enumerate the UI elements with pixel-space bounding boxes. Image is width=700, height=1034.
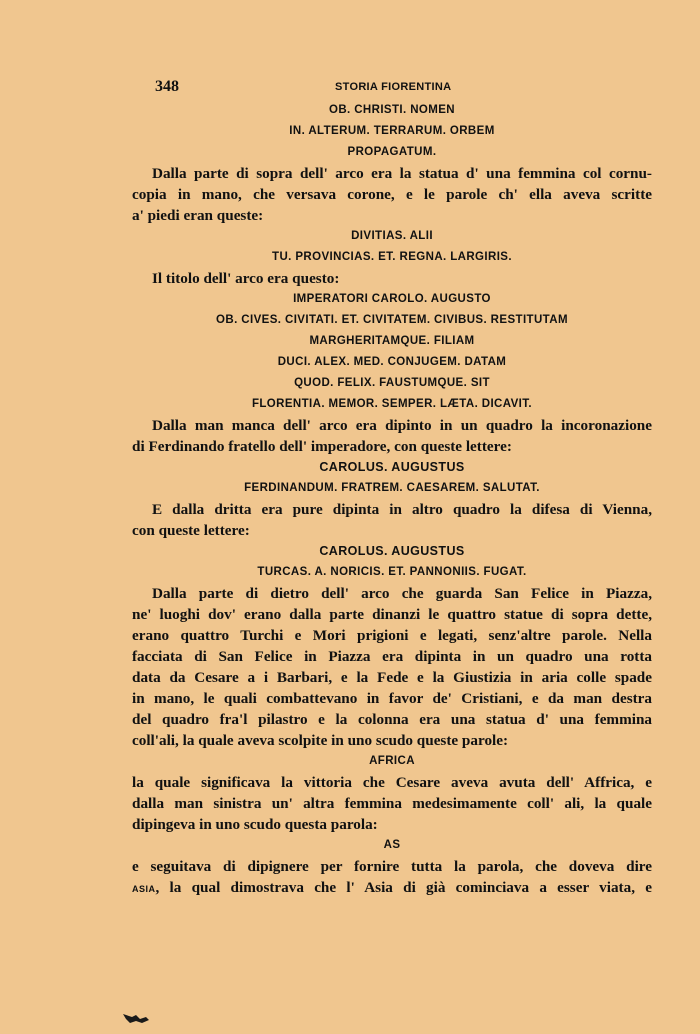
inscription-line: DIVITIAS. ALII: [351, 230, 433, 242]
text-line: dipingeva in uno scudo questa parola:: [132, 816, 378, 833]
inscription-line: CAROLUS. AUGUSTUS: [319, 544, 465, 558]
inscription-line: AFRICA: [369, 755, 415, 767]
text-line: Dalla parte di dietro dell' arco che guarda San Felice in Piazza,: [152, 585, 652, 602]
text-line: facciata di San Felice in Piazza era dipinta in un quadro una rotta: [132, 648, 652, 665]
inscription-line: PROPAGATUM.: [347, 146, 437, 158]
inscription-line: AS: [383, 839, 401, 851]
inscription-line: OB. CIVES. CIVITATI. ET. CIVITATEM. CIVIBUS. RESTITUTAM: [216, 314, 568, 326]
text-line: Dalla man manca dell' arco era dipinto in un quadro la incoronazione: [152, 417, 652, 434]
inscription-line: TURCAS. A. NORICIS. ET. PANNONIIS. FUGAT.: [257, 566, 527, 578]
text-line: e seguitava di dipignere per fornire tutta la parola, che doveva dire: [132, 858, 652, 875]
inscription-line: DUCI. ALEX. MED. CONJUGEM. DATAM: [277, 356, 507, 368]
text-line: con queste lettere:: [132, 522, 250, 539]
ink-mark-icon: [122, 1011, 150, 1025]
text-line: la quale significava la vittoria che Cesare aveva avuta dell' Affrica, e: [132, 774, 652, 791]
inscription-line: MARGHERITAMQUE. FILIAM: [309, 335, 475, 347]
small-caps-word: ASIA: [132, 884, 156, 894]
inscription-line: FERDINANDUM. FRATREM. CAESAREM. SALUTAT.: [244, 482, 540, 494]
text-line: ne' luoghi dov' erano dalla parte dinanzi le quattro statue di sopra dette,: [132, 606, 652, 623]
inscription-line: CAROLUS. AUGUSTUS: [319, 460, 465, 474]
text-line: [132, 877, 652, 898]
inscription-line: OB. CHRISTI. NOMEN: [328, 104, 456, 116]
text-line: erano quattro Turchi e Mori prigioni e legati, senz'altre parole. Nella: [132, 627, 652, 644]
text-line: coll'ali, la quale aveva scolpite in uno scudo queste parole:: [132, 732, 509, 749]
text-line: dalla man sinistra un' altra femmina medesimamente coll' ali, la quale: [132, 795, 652, 812]
text-line: data da Cesare a i Barbari, e la Fede e la Giustizia in aria colle spade: [132, 669, 652, 686]
inscription-line: FLORENTIA. MEMOR. SEMPER. LÆTA. DICAVIT.: [251, 398, 533, 410]
line-rest: , la qual dimostrava che l' Asia di già cominciava a esser viata, e: [155, 879, 652, 896]
text-line: in mano, le quali combattevano in favor de' Cristiani, e da man destra: [132, 690, 652, 707]
inscription-line: IN. ALTERUM. TERRARUM. ORBEM: [289, 125, 495, 137]
text-line: E dalla dritta era pure dipinta in altro quadro la difesa di Vienna,: [152, 501, 652, 518]
page-number: 348: [155, 78, 179, 95]
text-line: Il titolo dell' arco era questo:: [152, 270, 340, 287]
text-line: copia in mano, che versava corone, e le parole ch' ella aveva scritte: [132, 186, 652, 203]
inscription-line: QUOD. FELIX. FAUSTUMQUE. SIT: [294, 377, 490, 389]
inscription-line: TU. PROVINCIAS. ET. REGNA. LARGIRIS.: [272, 251, 512, 263]
text-line: a' piedi eran queste:: [132, 207, 264, 224]
text-line: Dalla parte di sopra dell' arco era la statua d' una femmina col cornu-: [152, 165, 652, 182]
page-body-text: [132, 100, 652, 898]
running-head: STORIA FIORENTINA: [335, 81, 452, 93]
text-line: del quadro fra'l pilastro e la colonna era una statua d' una femmina: [132, 711, 652, 728]
inscription-line: IMPERATORI CAROLO. AUGUSTO: [293, 293, 491, 305]
page-header: [155, 78, 650, 98]
text-line: di Ferdinando fratello dell' imperadore, con queste lettere:: [132, 438, 512, 455]
